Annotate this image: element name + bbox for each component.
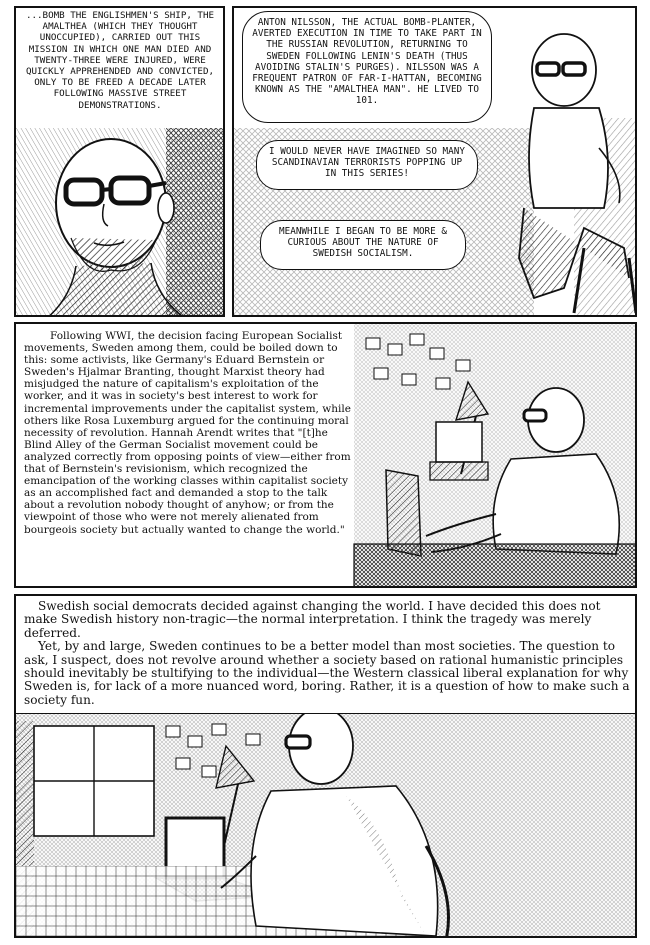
panel-3-caption [24, 330, 352, 536]
panel-4-caption [16, 600, 637, 714]
panel-2-caption-bubble [242, 11, 492, 123]
panel-1-caption-text: ...BOMB THE ENGLISHMEN'S SHIP, THE AMALTHEA (WHICH THEY THOUGHT UNOCCUPIED), CARRIED OUT THIS MISSION IN WHICH ONE MAN DIED AND TWENTY-THREE WERE INJURED, WERE QUICKLY APPREHENDED AND CONVICTED, ONLY TO BE FREED A DECADE LATER FOLLOWING MASSIVE STREET DEMONSTRATIONS. [25, 10, 215, 111]
panel-4 [14, 594, 637, 938]
panel-1 [14, 6, 225, 317]
panel-3 [14, 322, 637, 588]
glasses-left [66, 180, 102, 204]
speech-bubble-terrorists-text: I WOULD NEVER HAVE IMAGINED SO MANY SCANDINAVIAN TERRORISTS POPPING UP IN THIS SERIES! [269, 146, 465, 180]
panel-4-paragraph-1: Swedish social democrats decided against changing the world. I have decided this does not make Swedish history non-tragic—the normal interpretation. I think the tragedy was merely deferred. [24, 599, 601, 640]
speech-bubble-socialism-text: MEANWHILE I BEGAN TO BE MORE & CURIOUS ABOUT THE NATURE OF SWEDISH SOCIALISM. [279, 226, 447, 260]
panel-4-paragraph-2: Yet, by and large, Sweden continues to be a better model than most societies. The question to ask, I suspect, does not revolve around whether a society based on rational humanistic principles should inevitably be stultifying to the individual—the Western classical liberal explanation for why Sweden is, for lack of a more nuanced word, boring. Rather, it is a question of how to make such a society fun. [24, 639, 630, 707]
speech-bubble-terrorists [256, 140, 478, 190]
panel-2 [232, 6, 637, 317]
panel-2-caption-text: ANTON NILSSON, THE ACTUAL BOMB-PLANTER, AVERTED EXECUTION IN TIME TO TAKE PART IN THE RUSSIAN REVOLUTION, RETURNING TO SWEDEN FOLLOWING LENIN'S DEATH (THUS AVOIDING STALIN'S PURGES). NILSSON WAS A FREQUENT PATRON OF FAR-I-HATTAN, BECOMING KNOWN AS THE "AMALTHEA MAN". HE LIVED TO 101. [252, 17, 482, 107]
panel-1-caption [20, 10, 220, 111]
glasses-right [111, 178, 149, 203]
panel-3-caption-text: Following WWI, the decision facing European Socialist movements, Sweden among them, could be boiled down to this: some activists, like Germany's Eduard Bernstein or Sweden's Hjalmar Branting, thought Marxist theory had misjudged the nature of capitalism's exploitation of the worker, and it was in society's best interest to work for incremental improvements under the capitalist system, while others like Rosa Luxemburg argued for the continuing moral necessity of revolution. Hannah Arendt writes that "[t]he Blind Alley of the German Socialist movement could be analyzed correctly from opposing points of view—either from that of Bernstein's revisionism, which recognized the emancipation of the working classes within capitalist society as an accomplished fact and demanded a stop to the talk about a revolution nobody thought of anyhow; or from the viewpoint of those who were not merely alienated from bourgeois society but actually wanted to change the world." [24, 330, 351, 536]
speech-bubble-socialism [260, 220, 466, 270]
